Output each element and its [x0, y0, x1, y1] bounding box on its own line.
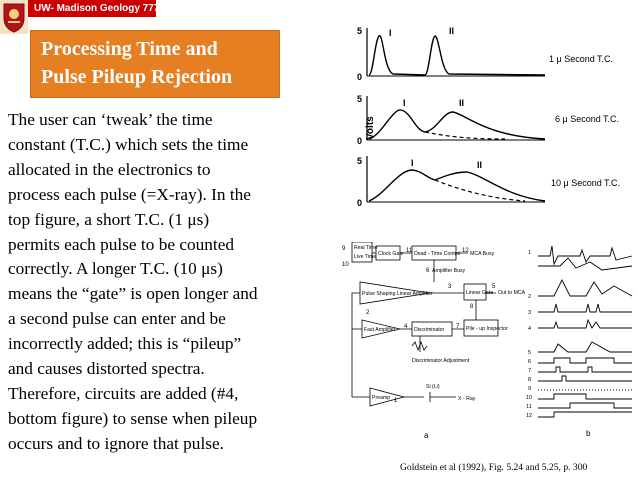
- svg-text:Real Time: Real Time: [354, 245, 378, 251]
- svg-text:7: 7: [528, 368, 532, 374]
- pulse-label-ii: II: [449, 26, 455, 36]
- svg-text:Pulse Shaping Linear Amplifier: Pulse Shaping Linear Amplifier: [362, 291, 433, 297]
- signal-number: 9: [342, 246, 346, 252]
- fast-amplifier-block: [362, 320, 400, 338]
- discriminator-block: [412, 322, 452, 336]
- detector-label: Si (Li): [426, 384, 440, 390]
- body-line: a second pulse can enter and be: [8, 309, 226, 329]
- pulse-decay-dashed: [435, 180, 525, 201]
- tc-label-1us: 1 μ Second T.C.: [549, 54, 614, 64]
- svg-text:2: 2: [528, 294, 532, 300]
- svg-text:Linear Gate: Linear Gate: [466, 290, 494, 296]
- svg-text:5: 5: [528, 350, 532, 356]
- svg-text:6: 6: [528, 359, 532, 365]
- signal-number: 12: [462, 248, 469, 254]
- body-line: bottom figure) to sense when pileup: [8, 408, 258, 428]
- panel-1us: [357, 26, 613, 82]
- pulse-label-i: I: [411, 158, 414, 168]
- body-line: occurs and to ignore that pulse.: [8, 433, 224, 453]
- svg-text:12: 12: [526, 413, 533, 419]
- signal-number: 1: [394, 398, 398, 404]
- tick-5: 5: [357, 94, 363, 104]
- signal-number: 6: [426, 268, 430, 274]
- diagram-label-b: b: [586, 429, 591, 438]
- pileup-inspector-block: [464, 320, 508, 336]
- university-crest-logo: [0, 0, 28, 34]
- course-header: UW- Madison Geology 777: [28, 0, 156, 17]
- panel-10us: [357, 156, 620, 208]
- title-line-1: Processing Time and: [41, 38, 218, 60]
- pulse-label-ii: II: [477, 160, 483, 170]
- body-line: top figure, a short T.C. (1 μs): [8, 209, 210, 229]
- svg-text:Live Time: Live Time: [354, 254, 377, 260]
- pulse-trace-6us: [369, 110, 545, 139]
- body-line: means the “gate” is open longer and: [8, 284, 258, 304]
- tc-label-10us: 10 μ Second T.C.: [551, 178, 621, 188]
- svg-text:Preamp: Preamp: [372, 395, 391, 401]
- tick-5: 5: [357, 156, 363, 166]
- slide-title: [30, 30, 280, 98]
- discriminator-adjustment-label: Discriminator Adjustment: [412, 358, 470, 364]
- body-line: incorrectly added; this is “pileup”: [8, 334, 242, 354]
- body-line: permits each pulse to be counted: [8, 234, 235, 254]
- svg-text:9: 9: [528, 386, 532, 392]
- signal-number: 3: [448, 284, 452, 290]
- tc-label-6us: 6 μ Second T.C.: [555, 114, 620, 124]
- signal-number: 5: [492, 284, 496, 290]
- signal-number: 4: [404, 324, 408, 330]
- body-line: Therefore, circuits are added (#4,: [8, 383, 239, 403]
- svg-text:8: 8: [528, 377, 532, 383]
- title-line-2: Pulse Pileup Rejection: [41, 66, 233, 88]
- pulse-trace-1us: [369, 36, 545, 75]
- xray-label: X - Ray: [458, 396, 476, 402]
- svg-text:1: 1: [528, 250, 532, 256]
- clock-gate-block: [376, 246, 404, 260]
- volts-axis-label: Volts: [365, 116, 376, 140]
- tick-5: 5: [357, 26, 363, 36]
- linear-gate-block: [464, 284, 493, 300]
- body-paragraph: [8, 108, 333, 457]
- pulse-label-ii: II: [459, 98, 465, 108]
- shaping-amplifier-block: [360, 282, 433, 304]
- figure-caption: Goldstein et al (1992), Fig. 5.24 and 5.25, p. 300: [400, 462, 588, 473]
- preamp-block: [370, 388, 404, 406]
- pulse-decay-dashed: [425, 132, 505, 139]
- svg-text:Clock Gate: Clock Gate: [378, 251, 404, 257]
- body-line: constant (T.C.) which sets the time: [8, 134, 249, 154]
- svg-text:3: 3: [528, 310, 532, 316]
- signal-number: 11: [406, 248, 413, 254]
- body-line: process each pulse (=X-ray). In the: [8, 184, 251, 204]
- timing-trace-numbers: [526, 250, 532, 419]
- body-line: The user can ‘tweak’ the time: [8, 110, 213, 129]
- out-to-mca-label: Out to MCA: [498, 290, 526, 296]
- tick-0: 0: [357, 198, 363, 208]
- mca-busy-label: MCA Busy: [470, 251, 495, 257]
- diagram-label-a: a: [424, 431, 429, 440]
- body-line: and causes distorted spectra.: [8, 359, 205, 379]
- panel-6us: [357, 94, 619, 146]
- tick-0: 0: [357, 72, 363, 82]
- dead-time-control-block: [412, 246, 460, 260]
- amplifier-busy-label: Amplifier Busy: [432, 268, 466, 274]
- tick-0: 0: [357, 136, 363, 146]
- signal-number: 7: [456, 324, 460, 330]
- real-live-time-block: [352, 242, 377, 262]
- body-line: correctly. A longer T.C. (10 μs): [8, 259, 223, 279]
- signal-number: 8: [470, 304, 474, 310]
- timing-traces: [538, 246, 632, 417]
- pileup-circuit-figure: [340, 242, 634, 442]
- svg-text:4: 4: [528, 326, 532, 332]
- pulse-trace-10us: [369, 170, 545, 201]
- signal-number: 10: [342, 262, 349, 268]
- pulse-label-i: I: [403, 98, 406, 108]
- pulse-label-i: I: [389, 28, 392, 38]
- svg-text:Discriminator: Discriminator: [414, 327, 445, 333]
- body-line: allocated in the electronics to: [8, 159, 211, 179]
- svg-text:Dead - Time Control: Dead - Time Control: [414, 251, 461, 257]
- svg-text:11: 11: [526, 404, 532, 410]
- svg-text:10: 10: [526, 395, 533, 401]
- signal-number: 2: [366, 310, 370, 316]
- svg-text:Fast Amplifier: Fast Amplifier: [364, 327, 396, 333]
- pulse-shape-figure: [355, 18, 633, 208]
- svg-text:Pile - up Inspector: Pile - up Inspector: [466, 326, 508, 332]
